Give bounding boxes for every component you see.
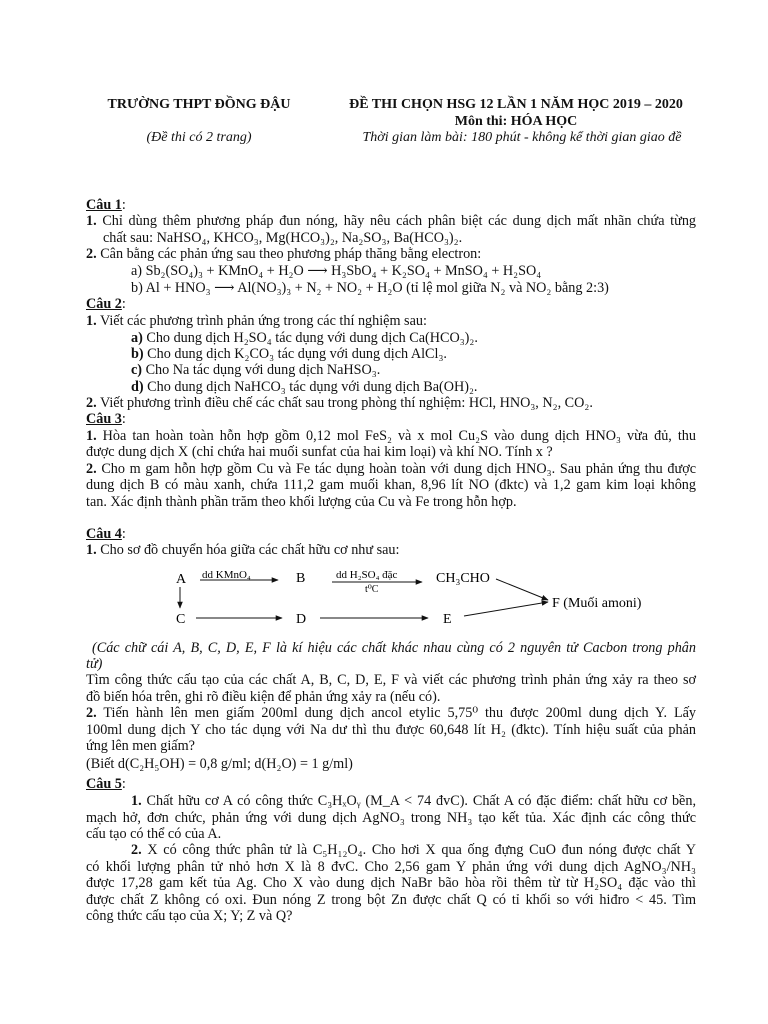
q3-part2-line3: tan. Xác định thành phần trăm theo khối lượng của Cu và Fe trong hỗn hợp. xyxy=(86,494,517,510)
question-1-title: Câu 1: xyxy=(86,197,126,213)
q4-task-line2: đồ biến hóa trên, ghi rõ điều kiện để phản ứng xảy ra (nếu có). xyxy=(86,689,441,705)
reaction-scheme-diagram xyxy=(160,562,660,632)
q2-item-c: c) Cho Na tác dụng với dung dịch NaHSO₃. xyxy=(131,362,381,378)
q2-item-b: b) Cho dung dịch K₂CO₃ tác dụng với dung dịch AlCl₃. xyxy=(131,346,447,362)
q3-part1-line1: 1. Hòa tan hoàn toàn hỗn hợp gồm 0,12 mol FeS₂ và x mol Cu₂S vào dung dịch HNO₃ vừa đủ, thu xyxy=(86,428,696,444)
q4-task-line1: Tìm công thức cấu tạo của các chất A, B, C, D, E, F và viết các phương trình phản ứng xảy ra theo sơ xyxy=(86,672,696,688)
exam-title: ĐỀ THI CHỌN HSG 12 LẦN 1 NĂM HỌC 2019 – 2020 xyxy=(349,97,683,112)
q1-reaction-a: a) Sb₂(SO₄)₃ + KMnO₄ + H₂O ⟶ H₃SbO₄ + K₂SO₄ + MnSO₄ + H₂SO₄ xyxy=(131,263,542,279)
scheme-node-e: E xyxy=(443,612,452,627)
q5-part1-line3: cấu tạo có thể có của A. xyxy=(86,826,222,842)
scheme-node-a: A xyxy=(176,572,187,587)
q5-part2-line4: được chất Z không có oxi. Đun nóng Z trong bột Zn được chất Q có tỉ khối so với hiđro < 45. Tìm xyxy=(86,892,696,908)
question-5-title: Câu 5: xyxy=(86,776,126,792)
question-4-title: Câu 4: xyxy=(86,526,126,542)
q5-part1-line2: mạch hở, đơn chức, phản ứng với dung dịch AgNO₃ trong NH₃ tạo kết tủa. Xác định các công thức xyxy=(86,810,696,826)
subject-line: Môn thi: HÓA HỌC xyxy=(454,114,578,129)
scheme-node-b: B xyxy=(296,571,306,586)
q3-part2-line1: 2. Cho m gam hỗn hợp gồm Cu và Fe tác dụng hoàn toàn với dung dịch HNO₃. Sau phản ứng thu được xyxy=(86,461,696,477)
arrow-ch3cho-to-f xyxy=(496,579,548,600)
q5-part1-line1: 1. Chất hữu cơ A có công thức C₃HₓOᵧ (M_A < 74 đvC). Chất A có đặc điểm: chất hữu cơ bền, xyxy=(131,793,696,809)
school-name: TRƯỜNG THPT ĐỒNG ĐẬU xyxy=(107,97,291,112)
q1-reaction-b: b) Al + HNO₃ ⟶ Al(NO₃)₃ + N₂ + NO₂ + H₂O (tỉ lệ mol giữa N₂ và NO₂ bằng 2:3) xyxy=(131,280,609,296)
q2-item-d: d) Cho dung dịch NaHCO₃ tác dụng với dung dịch Ba(OH)₂. xyxy=(131,379,478,395)
q1-part1-line2: chất sau: NaHSO₄, KHCO₃, Mg(HCO₃)₂, Na₂SO₃, Ba(HCO₃)₂. xyxy=(103,230,463,246)
q4-note-line2: tử) xyxy=(86,656,103,672)
q1-part1-line1: 1. Chỉ dùng thêm phương pháp đun nóng, hãy nêu cách phân biệt các dung dịch mất nhãn chứa từng xyxy=(86,213,697,229)
q4-given-densities: (Biết d(C₂H₅OH) = 0,8 g/ml; d(H₂O) = 1 g/ml) xyxy=(86,756,353,772)
q2-item-a: a) Cho dung dịch H₂SO₄ tác dụng với dung dịch Ca(HCO₃)₂. xyxy=(131,330,478,346)
q5-part2-line3: được 17,28 gam kết tủa Ag. Cho X vào dung dịch NaBr bão hòa rồi thêm từ từ H₂SO₄ đặc vào thì xyxy=(86,875,696,891)
q4-part2-line2: 100ml dung dịch Y cho tác dụng với Na dư thì thu được 60,648 lít H₂ (đktc). Tính hiệu suất của phản xyxy=(86,722,696,738)
scheme-node-c: C xyxy=(176,612,186,627)
q4-note-line1: (Các chữ cái A, B, C, D, E, F là kí hiệu các chất khác nhau cùng có 2 nguyên tử Cacbon trong phân xyxy=(92,640,696,656)
q5-part2-line1: 2. X có công thức phân tử là C₅H₁₂O₄. Cho hơi X qua ống đựng CuO đun nóng được chất Y xyxy=(131,842,696,858)
q4-part2-line3: ứng lên men giấm? xyxy=(86,738,195,754)
time-note: Thời gian làm bài: 180 phút - không kể thời gian giao đề xyxy=(362,130,682,145)
scheme-node-d: D xyxy=(296,612,307,627)
question-3-title: Câu 3: xyxy=(86,411,126,427)
arrow-e-to-f xyxy=(464,602,548,616)
q3-part1-line2: được dung dịch X (chỉ chứa hai muối sunfat của hai kim loại) và khí NO. Tính x ? xyxy=(86,444,553,460)
scheme-cond-h2so4: dd H₂SO₄ đặc xyxy=(336,569,398,581)
q2-part1: 1. Viết các phương trình phản ứng trong các thí nghiệm sau: xyxy=(86,313,427,329)
q4-part1: 1. Cho sơ đồ chuyển hóa giữa các chất hữu cơ như sau: xyxy=(86,542,400,558)
q3-part2-line2: dung dịch B có màu xanh, chứa 111,2 gam muối khan, 8,96 lít NO (đktc) và 1,2 gam kim loại không xyxy=(86,477,696,493)
scheme-cond-temp: t⁰C xyxy=(365,584,379,595)
pages-note: (Đề thi có 2 trang) xyxy=(146,130,252,145)
q1-part2-line1: 2. Cân bằng các phản ứng sau theo phương pháp thăng bằng electron: xyxy=(86,246,482,262)
scheme-node-f: F (Muối amoni) xyxy=(552,596,642,611)
q5-part2-line5: công thức cấu tạo của X; Y; Z và Q? xyxy=(86,908,293,924)
scheme-node-ch3cho: CH₃CHO xyxy=(436,571,490,586)
q5-part2-line2: có khối lượng phân tử nhỏ hơn X là 8 đvC. Cho 2,56 gam Y phản ứng với dung dịch AgNO₃/NH₃ xyxy=(86,859,696,875)
scheme-cond-kmno4: dd KMnO₄ xyxy=(202,569,251,581)
q2-part2: 2. Viết phương trình điều chế các chất sau trong phòng thí nghiệm: HCl, HNO₃, N₂, CO₂. xyxy=(86,395,593,411)
q4-part2-line1: 2. Tiến hành lên men giấm 200ml dung dịch ancol etylic 5,75⁰ thu được 200ml dung dịch Y. Lấy xyxy=(86,705,697,721)
question-2-title: Câu 2: xyxy=(86,296,126,312)
